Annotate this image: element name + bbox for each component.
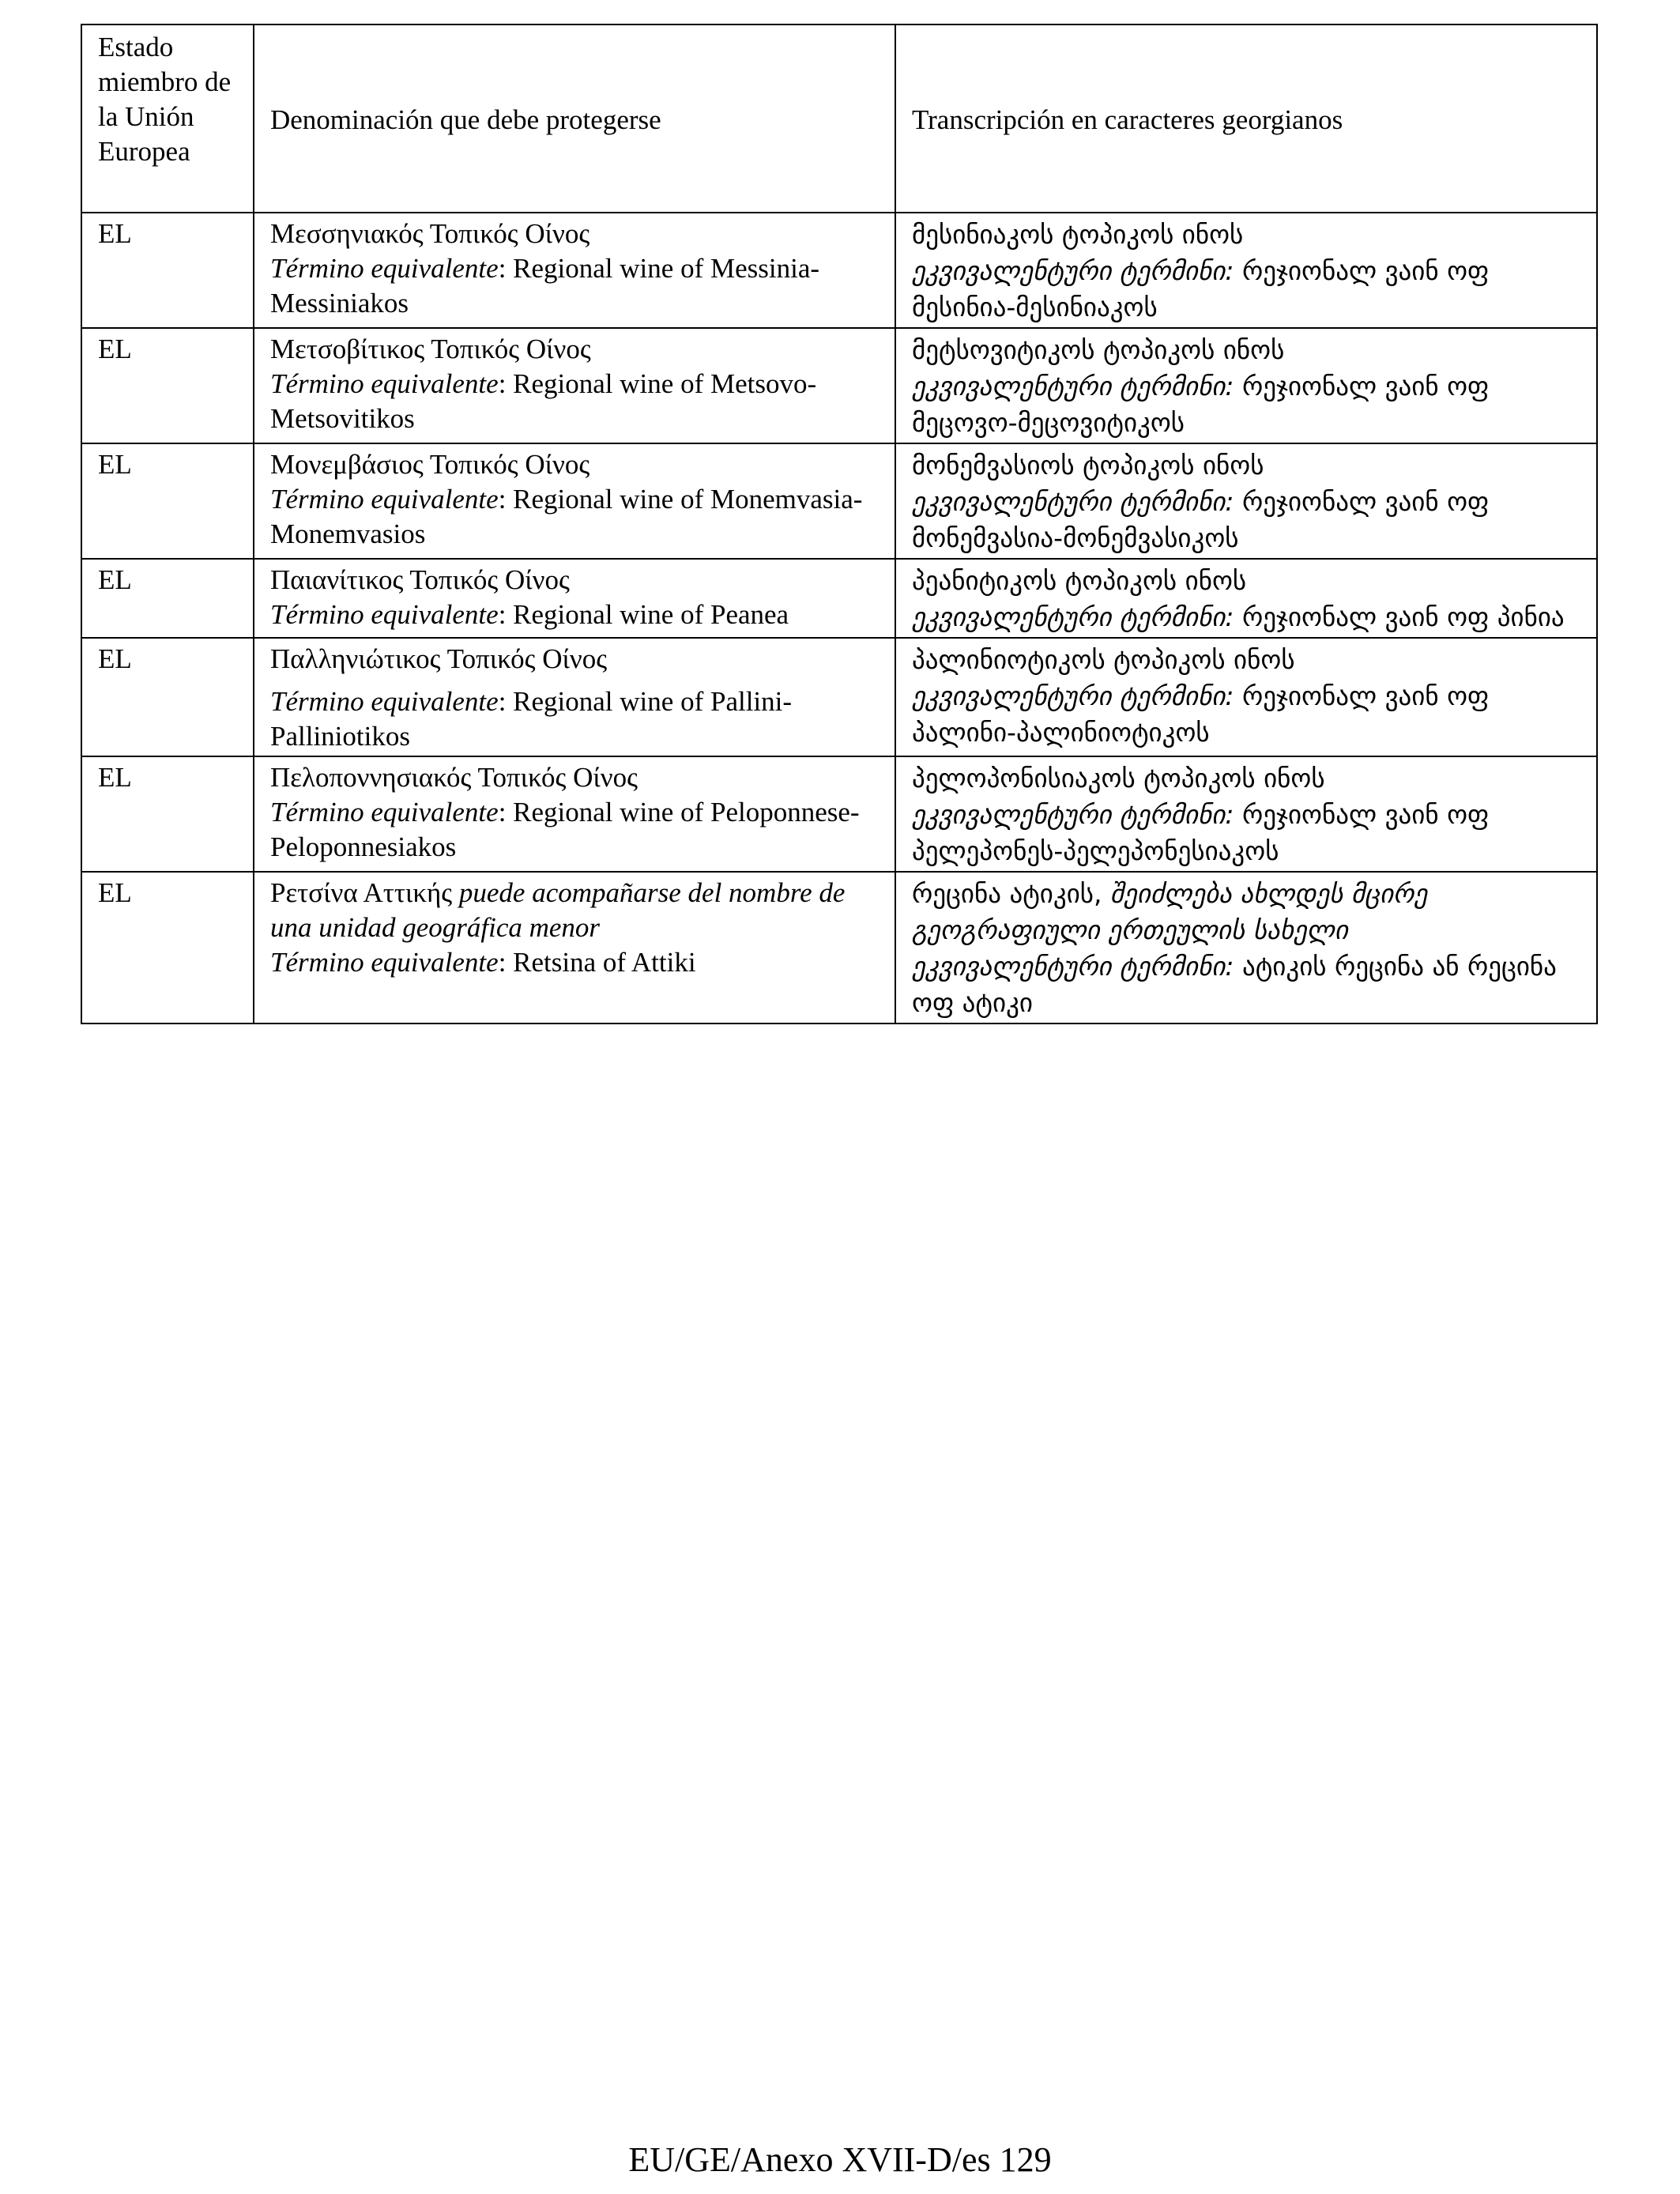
equivalent-term-label: Término equivalente	[270, 599, 499, 630]
member-state-cell: EL	[81, 328, 254, 443]
georgian-equivalent-value: რეჯიონალ ვაინ ოფ პელეპონეს-პელეპონესიაკოს	[912, 799, 1490, 866]
georgian-equivalent-label: ეკვივალენტური ტერმინი:	[912, 951, 1234, 982]
member-state-cell: EL	[81, 559, 254, 638]
member-state-cell: EL	[81, 213, 254, 328]
denomination-name: Μετσοβίτικος Τοπικός Οίνος	[270, 334, 591, 364]
equivalent-term-value: Regional wine of Messinia-Messiniakos	[270, 253, 820, 319]
georgian-equivalent-term	[912, 797, 1580, 869]
georgian-equivalent-value: რეჯიონალ ვაინ ოფ მეცოვო-მეცოვიტიკოს	[912, 371, 1490, 438]
georgian-equivalent-term	[912, 599, 1580, 635]
georgian-equivalent-term	[912, 253, 1580, 326]
georgian-equivalent-term	[912, 678, 1580, 751]
member-state-cell: EL	[81, 872, 254, 1023]
equivalent-term-label: Término equivalente	[270, 947, 499, 978]
georgian-equivalent-value: რეჯიონალ ვაინ ოფ პალინი-პალინიოტიკოს	[912, 680, 1490, 748]
georgian-equivalent-label: ეკვივალენტური ტერმინი:	[912, 799, 1234, 830]
georgian-transcription-cell	[895, 872, 1597, 1023]
member-state-cell: EL	[81, 756, 254, 872]
georgian-equivalent-value: ატიკის რეცინა ან რეცინა ოფ ატიკი	[912, 951, 1557, 1018]
georgian-equivalent-value: რეჯიონალ ვაინ ოფ მესინია-მესინიაკოს	[912, 255, 1490, 322]
equivalent-term-value: Regional wine of Peanea	[513, 599, 789, 630]
georgian-transcription-cell	[895, 559, 1597, 638]
georgian-equivalent-value: რეჯიონალ ვაინ ოფ მონემვასია-მონემვასიკოს	[912, 486, 1490, 553]
equivalent-term-label: Término equivalente	[270, 686, 499, 717]
equivalent-term-value: Regional wine of Pallini-Palliniotikos	[270, 686, 793, 752]
equivalent-term: Término equivalente: Regional wine of Monemvasia-Monemvasios	[270, 484, 863, 549]
georgian-equivalent-term	[912, 948, 1580, 1021]
equivalent-term-value: Retsina of Attiki	[513, 947, 696, 978]
member-state-cell: EL	[81, 443, 254, 559]
equivalent-term-value: Regional wine of Peloponnese-Peloponnesiakos	[270, 797, 860, 862]
page-footer: EU/GE/Anexo XVII-D/es 129	[628, 2140, 1052, 2179]
georgian-equivalent-label: ეკვივალენტური ტერმინი:	[912, 680, 1234, 711]
header-georgian-transcription: Transcripción en caracteres georgianos	[895, 25, 1597, 213]
georgian-equivalent-label: ეკვივალენტური ტერმინი:	[912, 486, 1234, 517]
equivalent-term: Término equivalente: Regional wine of Peanea	[270, 599, 789, 630]
denomination-cell	[254, 328, 895, 443]
denomination-cell	[254, 756, 895, 872]
denomination-cell	[254, 213, 895, 328]
georgian-equivalent-term	[912, 368, 1580, 441]
table-row	[81, 756, 1597, 872]
denomination-name: Ρετσίνα Αττικής	[270, 877, 453, 908]
denomination-name: Μεσσηνιακός Τοπικός Οίνος	[270, 218, 590, 249]
georgian-equivalent-label: ეკვივალენტური ტერმინი:	[912, 255, 1234, 286]
georgian-transcription-cell	[895, 328, 1597, 443]
equivalent-term-label: Término equivalente	[270, 484, 499, 515]
denominations-table	[81, 24, 1598, 1024]
denomination-cell	[254, 872, 895, 1023]
equivalent-term: Término equivalente: Retsina of Attiki	[270, 947, 696, 978]
table-row	[81, 638, 1597, 756]
equivalent-term-label: Término equivalente	[270, 797, 499, 827]
denomination-name: Μονεμβάσιος Τοπικός Οίνος	[270, 449, 590, 480]
denomination-name-with-note	[270, 876, 879, 945]
georgian-transcription-cell	[895, 213, 1597, 328]
denomination-cell	[254, 559, 895, 638]
georgian-name: მეტსოვიტიკოს ტოპიკოს ინოს	[912, 334, 1285, 365]
table-row	[81, 213, 1597, 328]
header-denomination: Denominación que debe protegerse	[254, 25, 895, 213]
table-row	[81, 559, 1597, 638]
georgian-equivalent-label: ეკვივალენტური ტერმინი:	[912, 371, 1234, 401]
georgian-name: მესინიაკოს ტოპიკოს ინოს	[912, 219, 1244, 250]
georgian-transcription-cell	[895, 638, 1597, 756]
table-row	[81, 443, 1597, 559]
denomination-name: Πελοποννησιακός Τοπικός Οίνος	[270, 762, 638, 793]
georgian-transcription-cell	[895, 443, 1597, 559]
georgian-equivalent-value: რეჯიონალ ვაინ ოფ პინია	[1241, 601, 1565, 632]
denomination-note: puede acompañarse del nombre de una unidad geográfica menor	[270, 877, 846, 943]
member-state-cell: EL	[81, 638, 254, 756]
equivalent-term: Término equivalente: Regional wine of Metsovo-Metsovitikos	[270, 368, 817, 434]
georgian-name: პალინიოტიკოს ტოპიკოს ინოს	[912, 644, 1295, 675]
header-member-state: Estado miembro de la Unión Europea	[81, 25, 254, 213]
equivalent-term: Término equivalente: Regional wine of Messinia-Messiniakos	[270, 253, 820, 319]
equivalent-term-label: Término equivalente	[270, 253, 499, 284]
table-header-row	[81, 25, 1597, 213]
georgian-name: რეცინა ატიკის,	[912, 878, 1102, 909]
equivalent-term-value: Regional wine of Metsovo-Metsovitikos	[270, 368, 817, 434]
table-row	[81, 872, 1597, 1023]
georgian-name-with-note	[912, 876, 1580, 948]
georgian-name: პელოპონისიაკოს ტოპიკოს ინოს	[912, 763, 1325, 794]
equivalent-term: Término equivalente: Regional wine of Peloponnese-Peloponnesiakos	[270, 797, 860, 862]
georgian-name-note: შეიძლება ახლდეს მცირე გეოგრაფიული ერთეულის სახელი	[912, 878, 1428, 945]
georgian-equivalent-term	[912, 484, 1580, 556]
table-row	[81, 328, 1597, 443]
georgian-name: პეანიტიკოს ტოპიკოს ინოს	[912, 565, 1247, 596]
denomination-name: Παλληνιώτικος Τοπικός Οίνος	[270, 643, 608, 674]
equivalent-term-value: Regional wine of Monemvasia-Monemvasios	[270, 484, 863, 549]
equivalent-term: Término equivalente: Regional wine of Pallini-Palliniotikos	[270, 686, 793, 752]
denomination-name: Παιανίτικος Τοπικός Οίνος	[270, 564, 570, 595]
denomination-cell	[254, 443, 895, 559]
georgian-equivalent-label: ეკვივალენტური ტერმინი:	[912, 601, 1234, 632]
equivalent-term-label: Término equivalente	[270, 368, 499, 399]
georgian-name: მონემვასიოს ტოპიკოს ინოს	[912, 450, 1264, 481]
denomination-cell	[254, 638, 895, 756]
georgian-transcription-cell	[895, 756, 1597, 872]
